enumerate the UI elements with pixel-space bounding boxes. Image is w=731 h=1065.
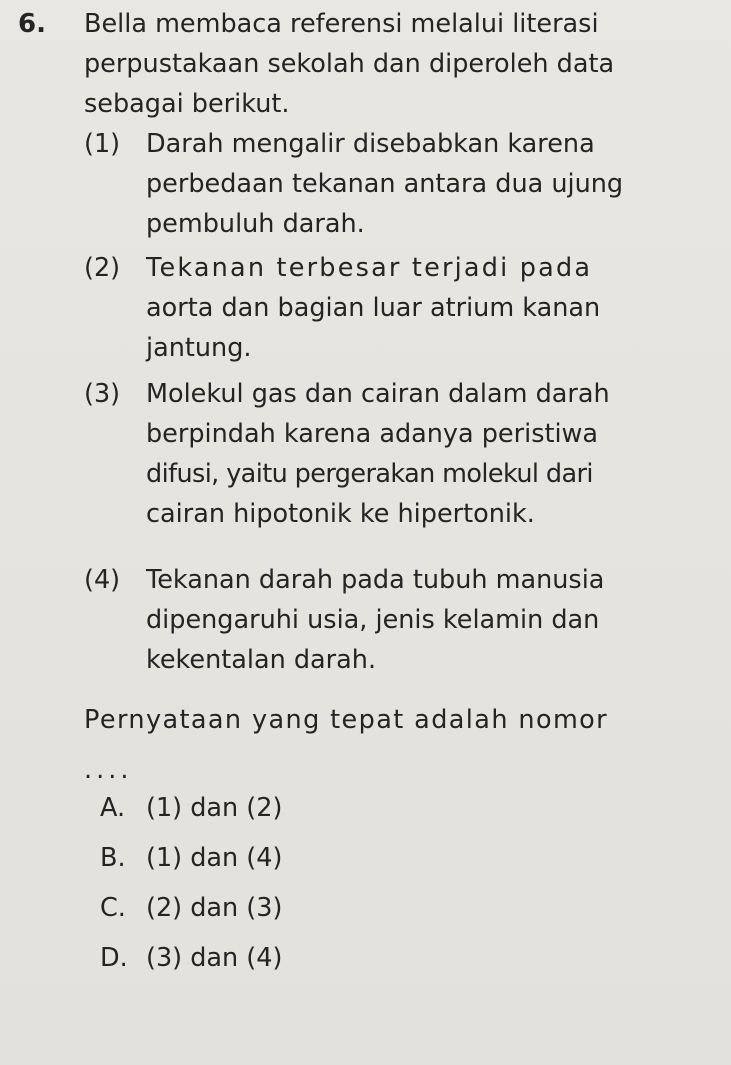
statement-line: Tekanan darah pada tubuh manusia (146, 565, 605, 595)
statement-3 (84, 374, 714, 534)
statement-line: jantung. (146, 333, 252, 363)
option-text: (1) dan (4) (146, 843, 283, 873)
option-letter: C. (100, 893, 126, 923)
statement-line: dipengaruhi usia, jenis kelamin dan (146, 605, 600, 635)
statement-line: Tekanan terbesar terjadi pada (146, 253, 593, 283)
statement-number: (2) (84, 253, 121, 283)
option-text: (1) dan (2) (146, 793, 283, 823)
statement-number: (4) (84, 565, 121, 595)
question-prompt: Pernyataan yang tepat adalah nomor (84, 705, 609, 735)
statement-2 (84, 248, 714, 368)
statement-line: Darah mengalir disebabkan karena (146, 129, 595, 159)
stem-line: sebagai berikut. (84, 89, 290, 119)
option-a[interactable] (100, 788, 282, 828)
option-text: (3) dan (4) (146, 943, 283, 973)
statement-line: pembuluh darah. (146, 209, 365, 239)
statement-line: kekentalan darah. (146, 645, 377, 675)
question-stem (84, 4, 714, 124)
statement-number: (3) (84, 379, 121, 409)
option-letter: D. (100, 943, 128, 973)
option-letter: B. (100, 843, 126, 873)
stem-line: perpustakaan sekolah dan diperoleh data (84, 49, 615, 79)
option-text: (2) dan (3) (146, 893, 283, 923)
statement-1 (84, 124, 714, 244)
statement-line: Molekul gas dan cairan dalam darah (146, 379, 610, 409)
statement-line: cairan hipotonik ke hipertonik. (146, 499, 535, 529)
option-b[interactable] (100, 838, 282, 878)
question-number: 6. (18, 9, 46, 39)
statement-line: perbedaan tekanan antara dua ujung (146, 169, 624, 199)
statement-line: berpindah karena adanya peristiwa (146, 419, 599, 449)
option-c[interactable] (100, 888, 282, 928)
option-d[interactable] (100, 938, 282, 978)
answer-blank: .... (84, 755, 133, 785)
statement-number: (1) (84, 129, 121, 159)
statement-line: difusi, yaitu pergerakan molekul dari (146, 459, 593, 489)
statement-line: aorta dan bagian luar atrium kanan (146, 293, 601, 323)
option-letter: A. (100, 793, 126, 823)
statement-4 (84, 560, 714, 680)
stem-line: Bella membaca referensi melalui literasi (84, 9, 599, 39)
